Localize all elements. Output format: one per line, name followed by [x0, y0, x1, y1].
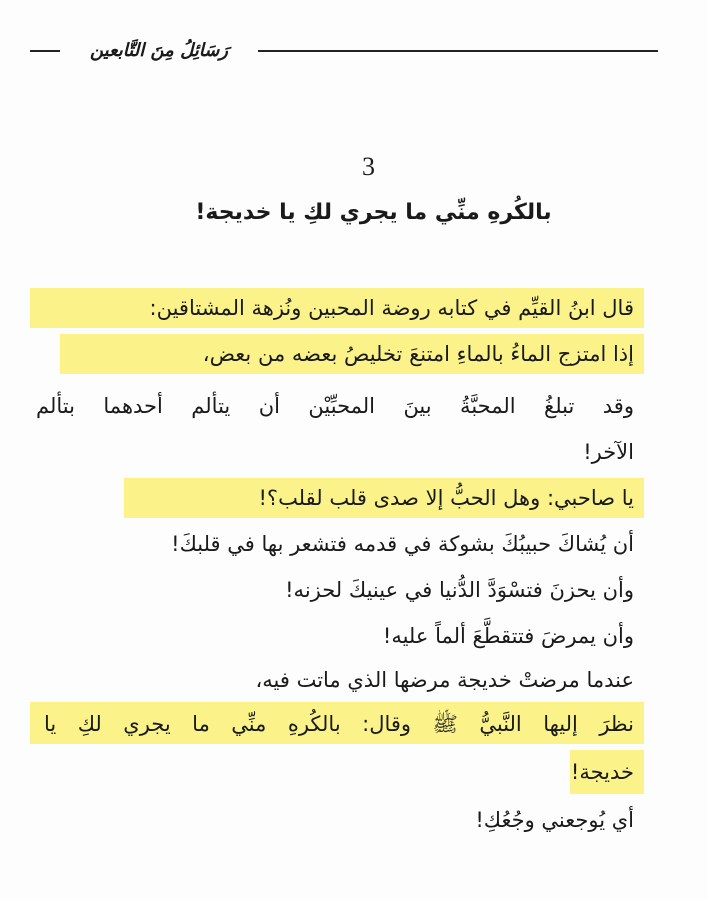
text-line: وأن يمرضَ فتتقطَّعَ ألماً عليه!: [382, 624, 634, 648]
text-line: يا صاحبي: وهل الحبُّ إلا صدى قلب لقلب؟!: [258, 486, 634, 510]
text-line: نظرَ إليها النَّبيُّ ﷺ وقال: بالكُرهِ منِّي ما يجري لكِ يا: [44, 712, 634, 736]
running-title: رَسَائِلُ مِنَ التَّابعين: [89, 40, 228, 61]
chapter-number: 3: [362, 152, 375, 181]
text-line: قال ابنُ القيِّم في كتابه روضة المحبين ونُزهة المشتاقين:: [149, 296, 634, 320]
text-line: عندما مرضتْ خديجة مرضها الذي ماتت فيه،: [255, 668, 634, 692]
text-line: إذا امتزج الماءُ بالماءِ امتنعَ تخليصُ بعضه من بعض،: [202, 342, 634, 366]
text-line: خديجة!: [570, 760, 634, 784]
text-line: وأن يحزنَ فتسْوَدَّ الدُّنيا في عينيكَ لحزنه!: [285, 578, 634, 602]
text-line: أن يُشاكَ حبيبُكَ بشوكة في قدمه فتشعر بها في قلبكَ!: [171, 532, 634, 556]
text-line: وقد تبلغُ المحبَّةُ بينَ المحبِّيْن أن يتألم أحدهما بتألم: [36, 394, 634, 418]
chapter-title: بالكُرهِ منِّي ما يجري لكِ يا خديجة!: [195, 200, 552, 225]
body-text: [30, 0, 658, 900]
text-line: أي يُوجعني وجُعُكِ!: [475, 808, 634, 832]
text-line: الآخر!: [583, 440, 634, 464]
